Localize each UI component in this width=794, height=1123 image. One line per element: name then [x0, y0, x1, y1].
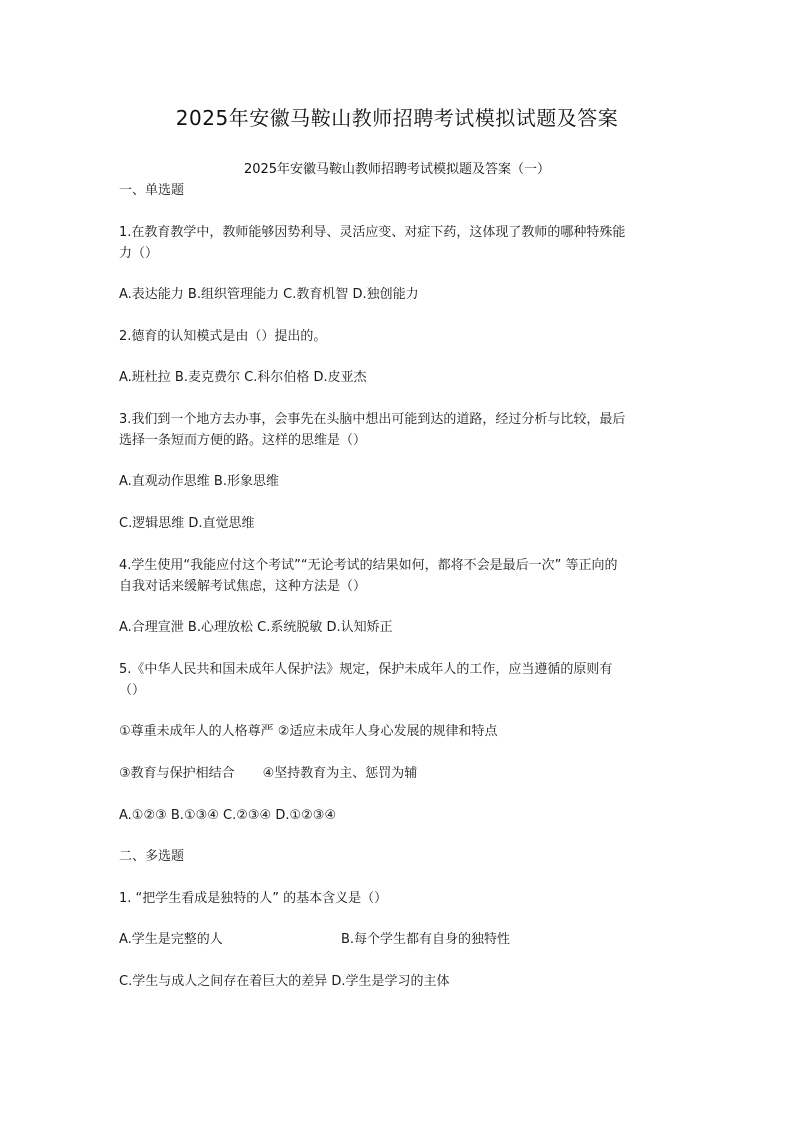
document-subtitle: 2025年安徽马鞍山教师招聘考试模拟题及答案（一） [243, 162, 551, 177]
multi-question-1-options-ab [119, 929, 679, 951]
question-5-item-4: ④坚持教育为主、惩罚为辅 [262, 766, 418, 781]
question-2-options: A.班杜拉 B.麦克费尔 C.科尔伯格 D.皮亚杰 [119, 370, 367, 385]
section-heading-single-choice: 一、单选题 [119, 183, 185, 198]
multi-question-1-options-cd: C.学生与成人之间存在着巨大的差异 D.学生是学习的主体 [119, 974, 450, 989]
question-5-items-3-4 [119, 763, 679, 785]
document-title: 2025年安徽马鞍山教师招聘考试模拟试题及答案 [175, 106, 619, 130]
question-1-line-2: 力（） [119, 246, 159, 261]
question-1-line-1: 1.在教育教学中，教师能够因势利导、灵活应变、对症下药，这体现了教师的哪种特殊能 [119, 225, 626, 240]
question-1-options: A.表达能力 B.组织管理能力 C.教育机智 D.独创能力 [119, 287, 419, 302]
section-heading-multiple-choice: 二、多选题 [119, 849, 185, 864]
question-3-line-2: 选择一条短而方便的路。这样的思维是（） [119, 433, 367, 448]
question-5-options: A.①②③ B.①③④ C.②③④ D.①②③④ [119, 808, 337, 823]
question-4-line-2: 自我对话来缓解考试焦虑，这种方法是（） [119, 579, 367, 594]
question-3-options-1: A.直观动作思维 B.形象思维 [119, 474, 279, 489]
multi-question-1-option-b: B.每个学生都有自身的独特性 [341, 932, 511, 947]
question-5-items-1-2: ①尊重未成年人的人格尊严 ②适应未成年人身心发展的规律和特点 [119, 724, 498, 739]
question-3-options-2: C.逻辑思维 D.直觉思维 [119, 516, 255, 531]
multi-question-1-text: 1. “把学生看成是独特的人” 的基本含义是（） [119, 891, 388, 906]
question-5-line-2: （） [119, 683, 146, 698]
question-4-options: A.合理宣泄 B.心理放松 C.系统脱敏 D.认知矫正 [119, 620, 393, 635]
multi-question-1-option-a: A.学生是完整的人 [119, 932, 223, 947]
question-4-line-1: 4.学生使用“我能应付这个考试”“无论考试的结果如何，都将不会是最后一次” 等正向的 [119, 558, 618, 573]
question-2-text: 2.德育的认知模式是由（）提出的。 [119, 329, 327, 344]
question-3-line-1: 3.我们到一个地方去办事，会事先在头脑中想出可能到达的道路，经过分析与比较，最后 [119, 412, 626, 427]
question-5-item-3: ③教育与保护相结合 [119, 766, 235, 781]
question-5-line-1: 5.《中华人民共和国未成年人保护法》规定，保护未成年人的工作，应当遵循的原则有 [119, 662, 613, 677]
